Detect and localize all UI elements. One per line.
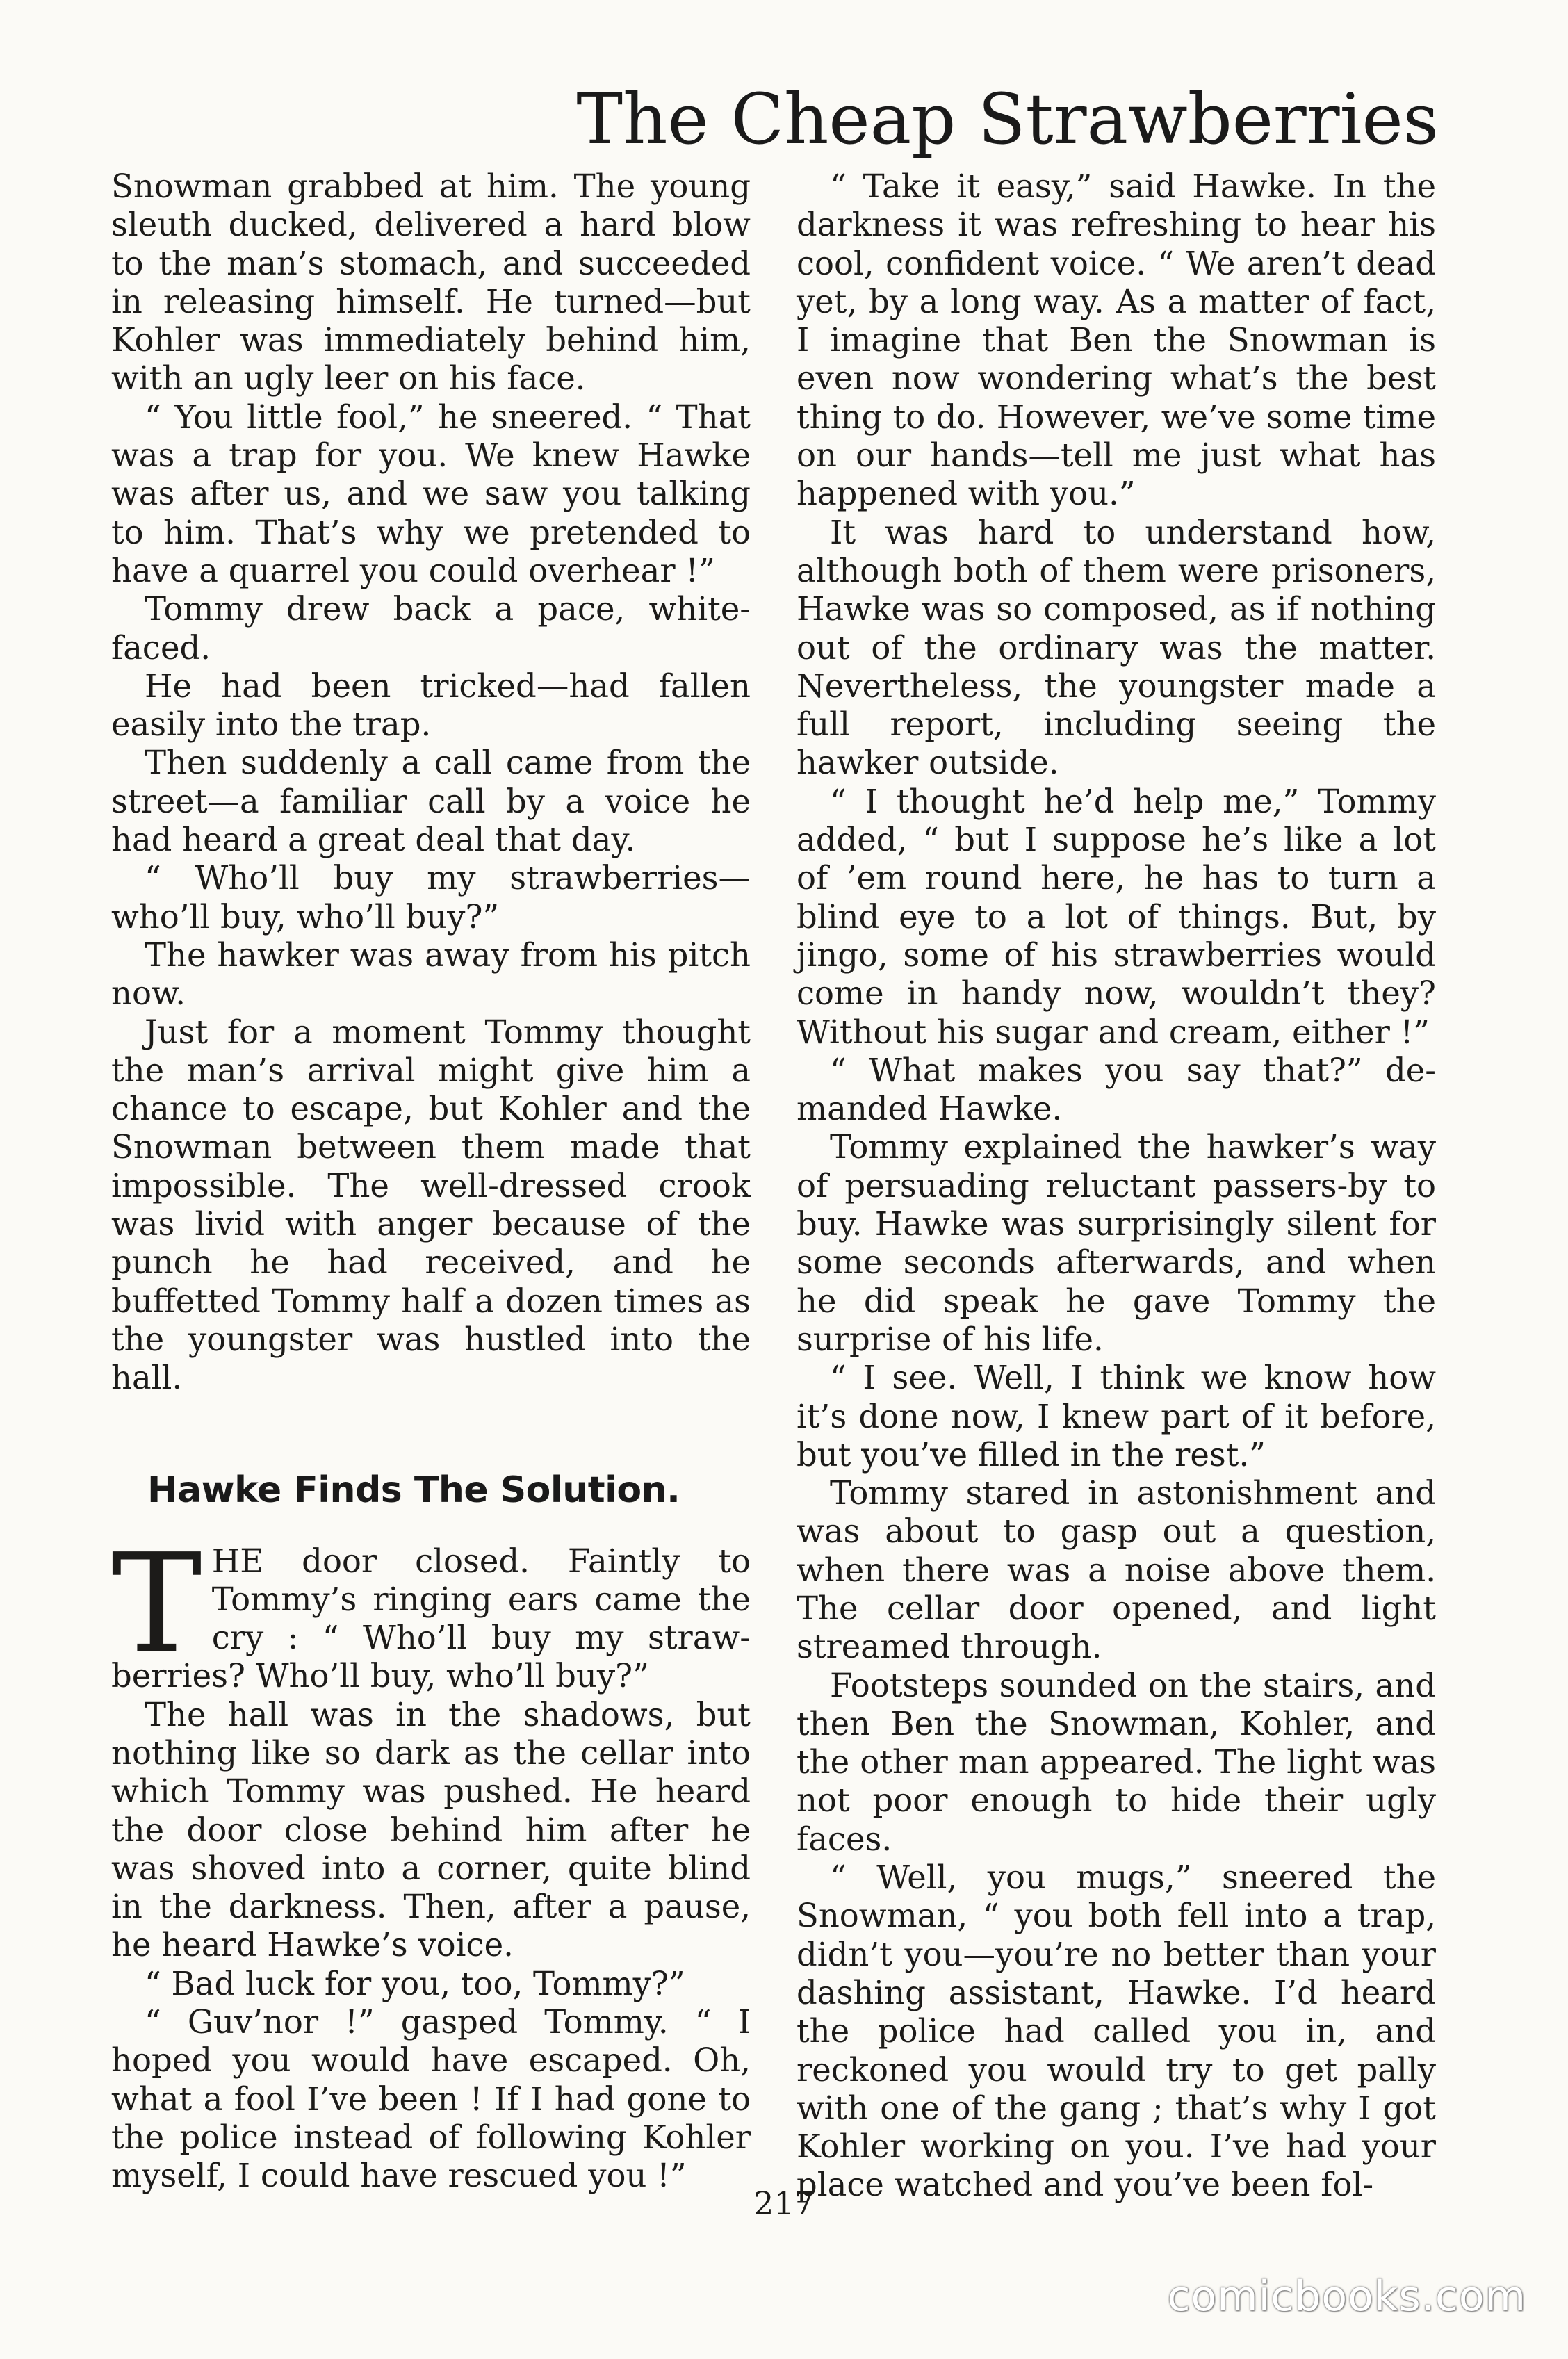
body-paragraph: Then suddenly a call came from the street—a familiar call by a voice he had heard a great deal that day. — [111, 744, 751, 859]
body-paragraph: “ I see. Well, I think we know how it’s done now, I knew part of it before, but you’ve filled in the rest.” — [797, 1359, 1436, 1474]
body-paragraph: Snowman grabbed at him. The young sleuth ducked, delivered a hard blow to the man’s stomach, and succeeded in releasing himself. He turned—but Kohler was immediately behind him, with an ugly leer on his face. — [111, 168, 751, 398]
body-paragraph: “ Well, you mugs,” sneered the Snowman, “ you both fell into a trap, didn’t you—you’re no better than your dashing assistant, Hawke. I’d heard the police had called you in, and reckoned you would try to get pally with one of the gang ; that’s why I got Kohler working on you. I’ve had your place watched and you’ve been fol- — [797, 1859, 1436, 2204]
body-paragraph: Footsteps sounded on the stairs, and then Ben the Snowman, Kohler, and the other man appeared. The light was not poor enough to hide their ugly faces. — [797, 1666, 1436, 1858]
body-paragraph: “ Who’ll buy my strawberries—who’ll buy, who’ll buy?” — [111, 859, 751, 936]
body-paragraph: He had been tricked—had fallen easily into the trap. — [111, 667, 751, 744]
body-paragraph: “ Bad luck for you, too, Tommy?” — [145, 1964, 685, 2002]
page-title: The Cheap Strawberries — [576, 79, 1439, 160]
right-column — [797, 168, 1436, 2205]
body-paragraph: Just for a moment Tommy thought the man’s arrival might give him a chance to escape, but Kohler and the Snowman between them made that impossible. The well-dressed crook was livid with anger because of the punch he had received, and he buffetted Tommy half a dozen times as the youngster was hustled into the hall. — [111, 1013, 751, 1397]
section-heading: Hawke Finds The Solution. — [147, 1469, 680, 1511]
dropcap-paragraph-text: HE door closed. Faintly to Tommy’s ringing ears came the cry : “ Who’ll buy my strawberries? Who’ll buy, who’ll buy?” — [111, 1542, 751, 1695]
body-paragraph: It was hard to understand how, although both of them were prisoners, Hawke was so composed, as if nothing out of the ordinary was the matter. Nevertheless, the youngster made a full report, including seeing the hawker outside. — [797, 513, 1436, 782]
drop-cap-letter: T — [111, 1524, 202, 1683]
body-paragraph: “ Guv’nor !” gasped Tommy. “ I hoped you would have escaped. Oh, what a fool I’ve been ! If I had gone to the police instead of following Kohler myself, I could have rescued you !” — [111, 2003, 751, 2195]
body-paragraph: “ You little fool,” he sneered. “ That was a trap for you. We knew Hawke was after us, and we saw you talking to him. That’s why we pretended to have a quarrel you could overhear !” — [111, 398, 751, 589]
body-paragraph: Tommy drew back a pace, white-faced. — [111, 590, 751, 667]
body-paragraph: Tommy explained the hawker’s way of persuading reluctant passers-by to buy. Hawke was surprisingly silent for some seconds afterwards, and when he did speak he gave Tommy the surprise of his life. — [797, 1128, 1436, 1358]
body-paragraph: The hall was in the shadows, but nothing like so dark as the cellar into which Tommy was pushed. He heard the door close behind him after he was shoved into a corner, quite blind in the darkness. Then, after a pause, he heard Hawke’s voice. — [111, 1695, 751, 1964]
body-paragraph: “ What makes you say that?” demanded Hawke. — [797, 1051, 1436, 1128]
left-column — [111, 168, 751, 2196]
body-paragraph: Tommy stared in astonishment and was about to gasp out a question, when there was a noise above them. The cellar door opened, and light streamed through. — [797, 1474, 1436, 1666]
watermark-logo: comicbooks.com — [1167, 2272, 1526, 2321]
page-number: 217 — [753, 2185, 815, 2222]
dropcap-paragraph — [111, 1524, 751, 1696]
body-paragraph: “ I thought he’d help me,” Tommy added, “ but I suppose he’s like a lot of ’em round here, he has to turn a blind eye to a lot of things. But, by jingo, some of his strawberries would come in handy now, wouldn’t they? Without his sugar and cream, either !” — [797, 782, 1436, 1051]
body-paragraph: “ Take it easy,” said Hawke. In the darkness it was refreshing to hear his cool, confident voice. “ We aren’t dead yet, by a long way. As a matter of fact, I imagine that Ben the Snowman is even now wondering what’s the best thing to do. However, we’ve some time on our hands—tell me just what has happened with you.” — [797, 168, 1436, 513]
body-paragraph: The hawker was away from his pitch now. — [111, 936, 751, 1013]
